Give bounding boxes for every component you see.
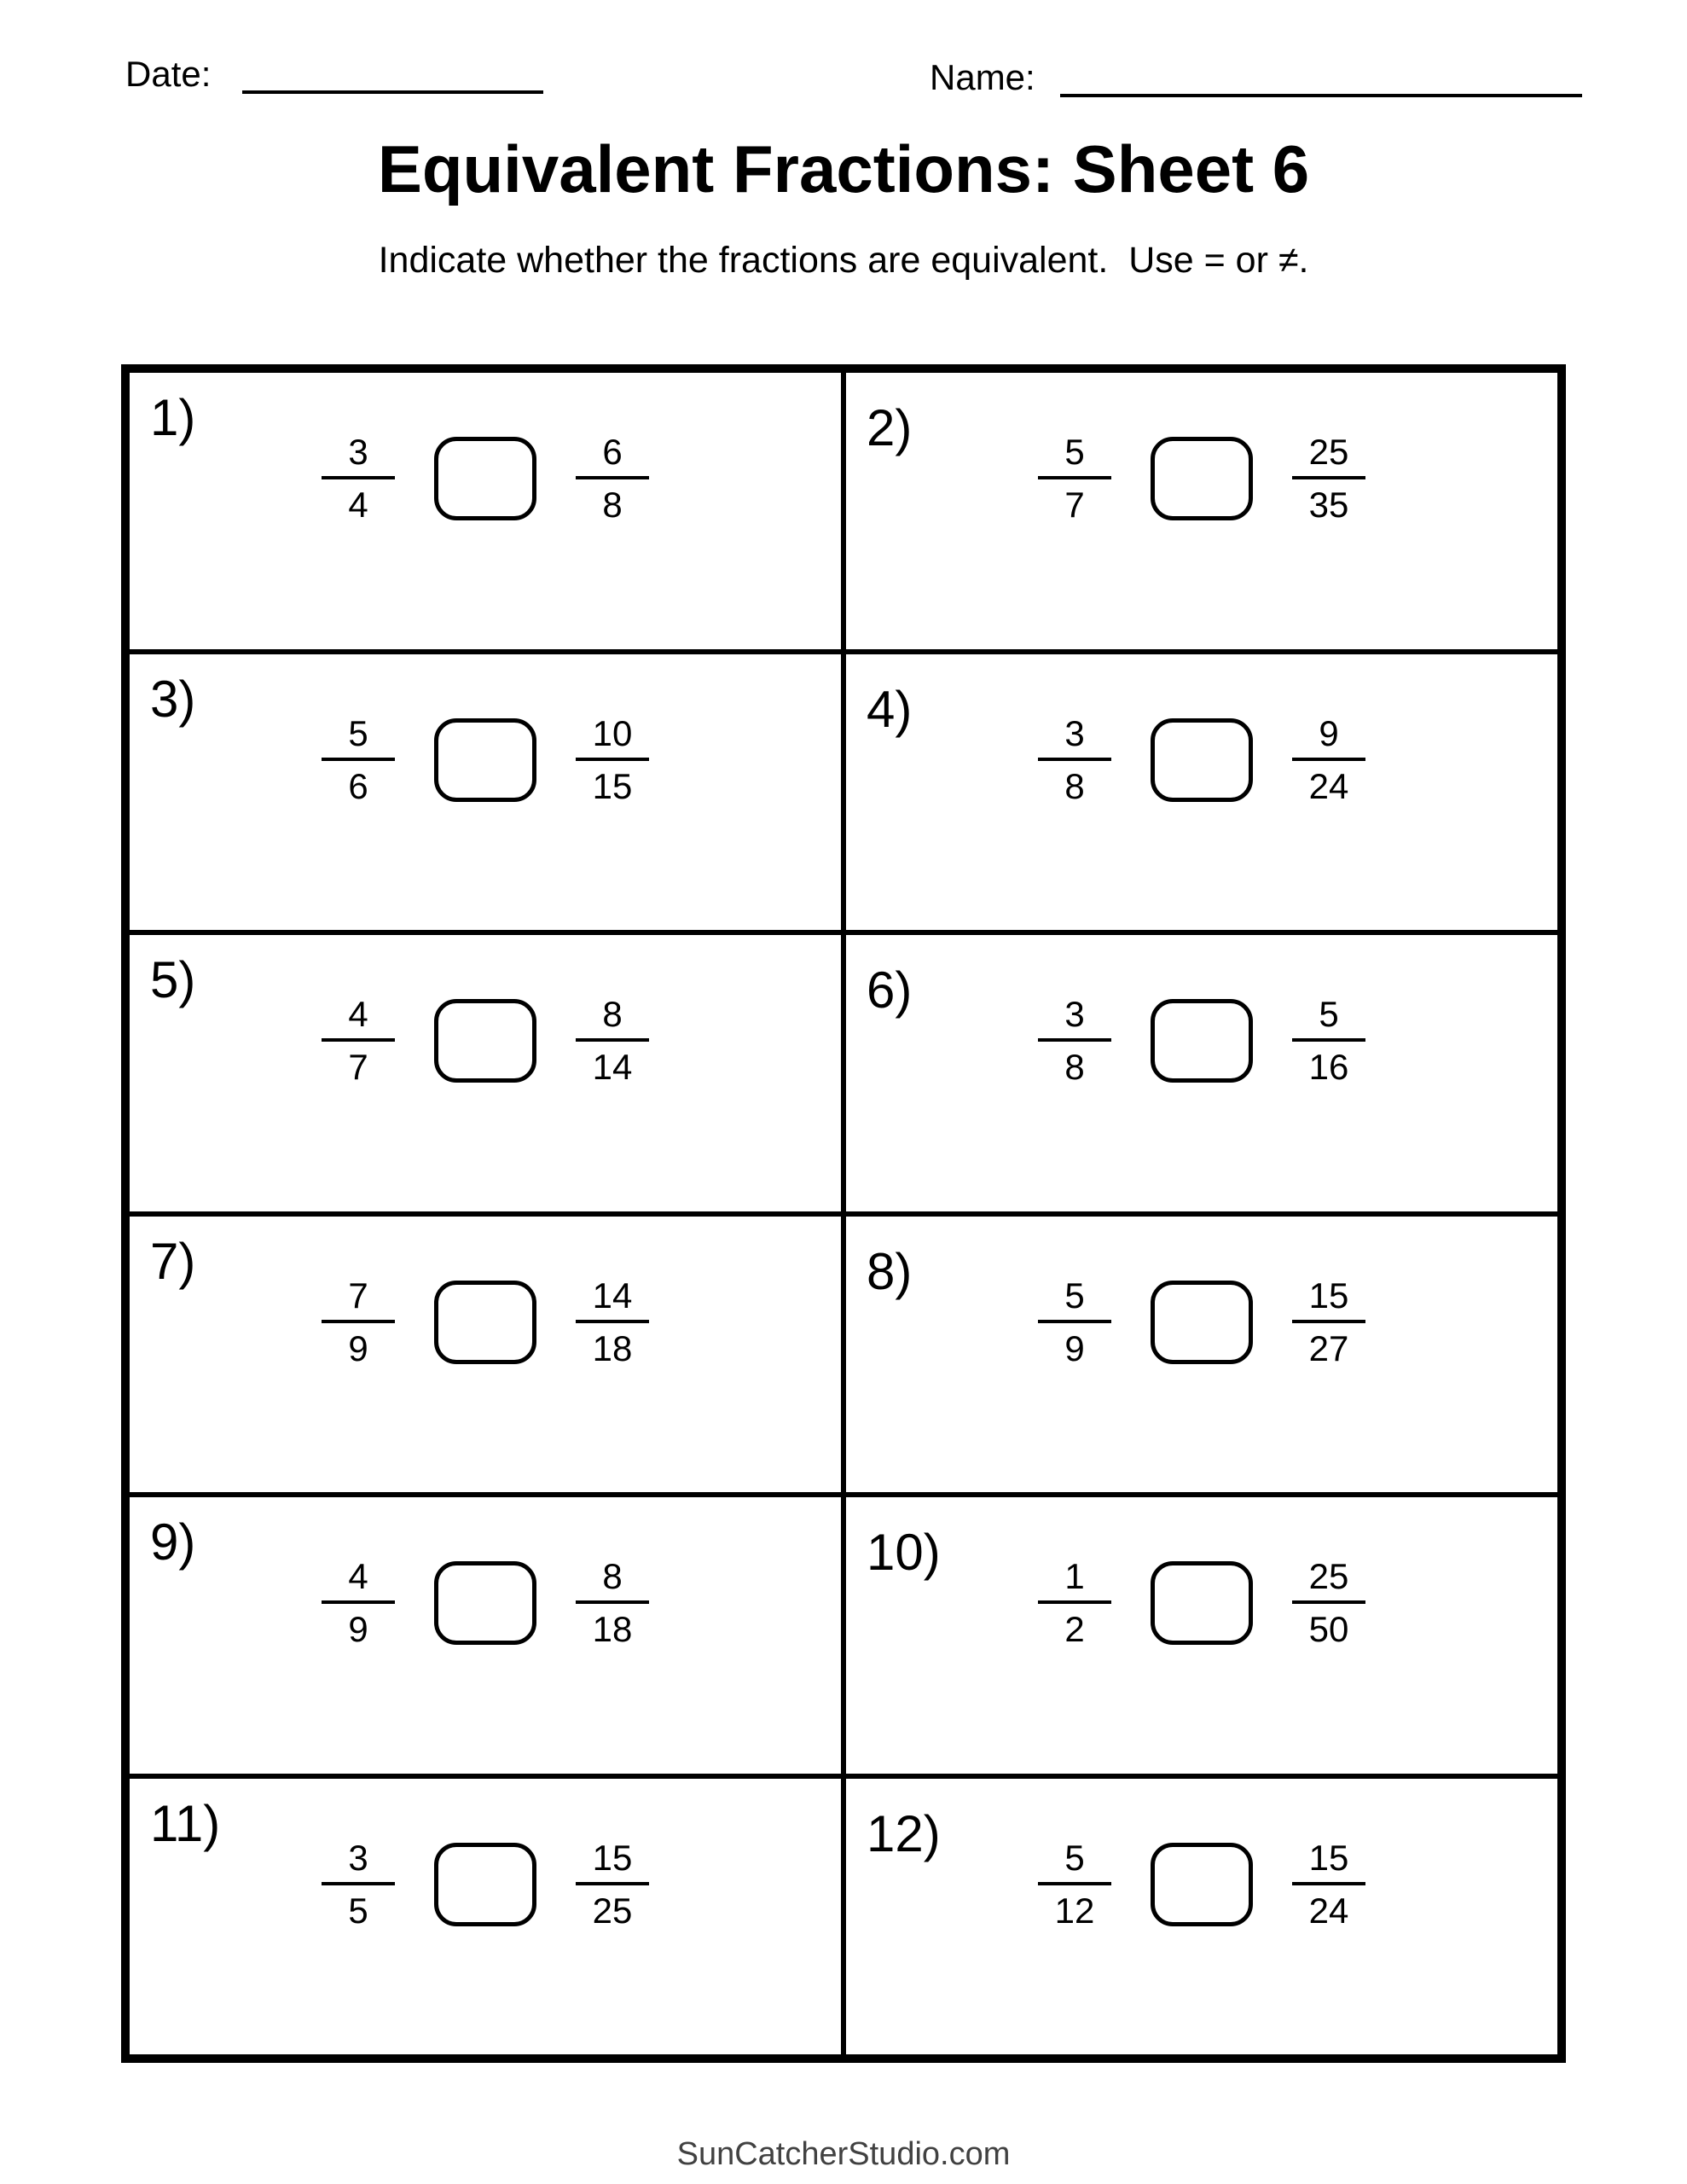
left-numerator: 5 xyxy=(1064,432,1085,472)
left-fraction xyxy=(322,712,395,806)
page-title: Equivalent Fractions: Sheet 6 xyxy=(377,131,1310,206)
right-fraction xyxy=(576,996,649,1085)
right-numerator: 9 xyxy=(1319,712,1339,753)
problem-cell-9 xyxy=(127,1495,844,1776)
fraction-comparison xyxy=(846,434,1557,523)
right-denominator: 15 xyxy=(576,758,649,804)
fraction-comparison xyxy=(130,712,841,806)
left-denominator: 8 xyxy=(1038,758,1111,804)
right-denominator: 35 xyxy=(1292,476,1365,523)
problem-cell-8 xyxy=(844,1214,1560,1496)
answer-box[interactable] xyxy=(1151,718,1253,802)
left-numerator: 5 xyxy=(1064,1837,1085,1878)
fraction-comparison xyxy=(130,996,841,1085)
problem-number: 10) xyxy=(867,1524,941,1581)
left-numerator: 5 xyxy=(348,712,368,753)
problem-number: 6) xyxy=(867,961,913,1019)
left-fraction xyxy=(322,1275,395,1368)
name-write-line[interactable] xyxy=(1060,60,1582,97)
problem-number: 7) xyxy=(150,1232,196,1290)
left-numerator: 5 xyxy=(1064,1275,1085,1316)
right-denominator: 8 xyxy=(576,476,649,523)
fraction-comparison xyxy=(130,1275,841,1368)
problem-cell-3 xyxy=(127,652,844,933)
problem-number: 9) xyxy=(150,1513,196,1571)
left-fraction xyxy=(1038,1556,1111,1649)
right-fraction xyxy=(576,1837,649,1931)
problem-cell-7 xyxy=(127,1214,844,1496)
left-fraction xyxy=(322,996,395,1085)
answer-box[interactable] xyxy=(434,1561,536,1645)
left-denominator: 7 xyxy=(322,1038,395,1085)
problem-number: 5) xyxy=(150,951,196,1008)
right-denominator: 18 xyxy=(576,1320,649,1367)
left-fraction xyxy=(322,1556,395,1649)
problem-number: 11) xyxy=(150,1794,221,1852)
answer-box[interactable] xyxy=(434,1843,536,1926)
right-fraction xyxy=(1292,1837,1365,1931)
right-fraction xyxy=(1292,1556,1365,1649)
right-denominator: 18 xyxy=(576,1600,649,1647)
left-fraction xyxy=(1038,434,1111,523)
left-numerator: 3 xyxy=(348,432,368,472)
right-denominator: 24 xyxy=(1292,758,1365,804)
right-numerator: 15 xyxy=(1308,1275,1349,1316)
problems-grid xyxy=(121,364,1566,2063)
fraction-comparison xyxy=(846,1556,1557,1649)
right-numerator: 25 xyxy=(1308,1556,1349,1596)
fraction-comparison xyxy=(846,712,1557,806)
left-numerator: 1 xyxy=(1064,1556,1085,1596)
right-numerator: 8 xyxy=(602,1556,623,1596)
right-fraction xyxy=(576,1275,649,1368)
left-denominator: 6 xyxy=(322,758,395,804)
right-fraction xyxy=(1292,712,1365,806)
right-fraction xyxy=(576,1556,649,1649)
answer-box[interactable] xyxy=(434,437,536,520)
right-fraction xyxy=(1292,1275,1365,1368)
right-denominator: 50 xyxy=(1292,1600,1365,1647)
left-numerator: 4 xyxy=(348,994,368,1034)
fraction-comparison xyxy=(846,1837,1557,1931)
left-numerator: 7 xyxy=(348,1275,368,1316)
fraction-comparison xyxy=(130,1556,841,1649)
left-denominator: 5 xyxy=(322,1882,395,1929)
problem-cell-4 xyxy=(844,652,1560,933)
right-fraction xyxy=(1292,434,1365,523)
date-write-line[interactable] xyxy=(242,56,543,94)
fraction-comparison xyxy=(846,1275,1557,1368)
answer-box[interactable] xyxy=(1151,1561,1253,1645)
answer-box[interactable] xyxy=(1151,1281,1253,1364)
right-fraction xyxy=(1292,996,1365,1085)
right-numerator: 15 xyxy=(1308,1837,1349,1878)
left-fraction xyxy=(1038,1275,1111,1368)
problem-cell-11 xyxy=(127,1776,844,2058)
left-fraction xyxy=(1038,1837,1111,1931)
left-numerator: 3 xyxy=(1064,994,1085,1034)
left-denominator: 9 xyxy=(322,1320,395,1367)
left-numerator: 4 xyxy=(348,1556,368,1596)
fraction-comparison xyxy=(846,996,1557,1085)
right-numerator: 5 xyxy=(1319,994,1339,1034)
left-numerator: 3 xyxy=(1064,712,1085,753)
right-numerator: 14 xyxy=(592,1275,633,1316)
right-numerator: 15 xyxy=(592,1837,633,1878)
left-denominator: 9 xyxy=(322,1600,395,1647)
answer-box[interactable] xyxy=(1151,437,1253,520)
instructions-text: Indicate whether the fractions are equivalent. Use = or ≠. xyxy=(378,240,1309,281)
left-denominator: 2 xyxy=(1038,1600,1111,1647)
right-numerator: 10 xyxy=(592,712,633,753)
left-fraction xyxy=(322,1837,395,1931)
fraction-comparison xyxy=(130,434,841,523)
right-denominator: 25 xyxy=(576,1882,649,1929)
fraction-comparison xyxy=(130,1837,841,1931)
problem-cell-10 xyxy=(844,1495,1560,1776)
right-numerator: 25 xyxy=(1308,432,1349,472)
problem-cell-6 xyxy=(844,932,1560,1214)
right-denominator: 24 xyxy=(1292,1882,1365,1929)
right-denominator: 14 xyxy=(576,1038,649,1085)
left-denominator: 12 xyxy=(1038,1882,1111,1929)
problem-number: 8) xyxy=(867,1242,913,1300)
right-numerator: 8 xyxy=(602,994,623,1034)
problem-number: 4) xyxy=(867,680,913,738)
problem-number: 1) xyxy=(150,389,196,446)
answer-box[interactable] xyxy=(434,1281,536,1364)
right-fraction xyxy=(576,712,649,806)
left-denominator: 4 xyxy=(322,476,395,523)
left-numerator: 3 xyxy=(348,1837,368,1878)
problem-cell-12 xyxy=(844,1776,1560,2058)
left-denominator: 7 xyxy=(1038,476,1111,523)
left-fraction xyxy=(1038,996,1111,1085)
problem-number: 3) xyxy=(150,670,196,728)
left-fraction xyxy=(1038,712,1111,806)
answer-box[interactable] xyxy=(434,999,536,1083)
name-label: Name: xyxy=(930,57,1035,97)
problem-number: 12) xyxy=(867,1804,941,1862)
left-denominator: 8 xyxy=(1038,1038,1111,1085)
answer-box[interactable] xyxy=(1151,1843,1253,1926)
problem-number: 2) xyxy=(867,399,913,456)
date-label: Date: xyxy=(125,54,212,94)
right-denominator: 16 xyxy=(1292,1038,1365,1085)
problem-cell-5 xyxy=(127,932,844,1214)
right-denominator: 27 xyxy=(1292,1320,1365,1367)
footer-site-text: SunCatcherStudio.com xyxy=(676,2136,1011,2172)
left-denominator: 9 xyxy=(1038,1320,1111,1367)
right-fraction xyxy=(576,434,649,523)
answer-box[interactable] xyxy=(434,718,536,802)
left-fraction xyxy=(322,434,395,523)
right-numerator: 6 xyxy=(602,432,623,472)
problem-cell-1 xyxy=(127,370,844,652)
problem-cell-2 xyxy=(844,370,1560,652)
answer-box[interactable] xyxy=(1151,999,1253,1083)
